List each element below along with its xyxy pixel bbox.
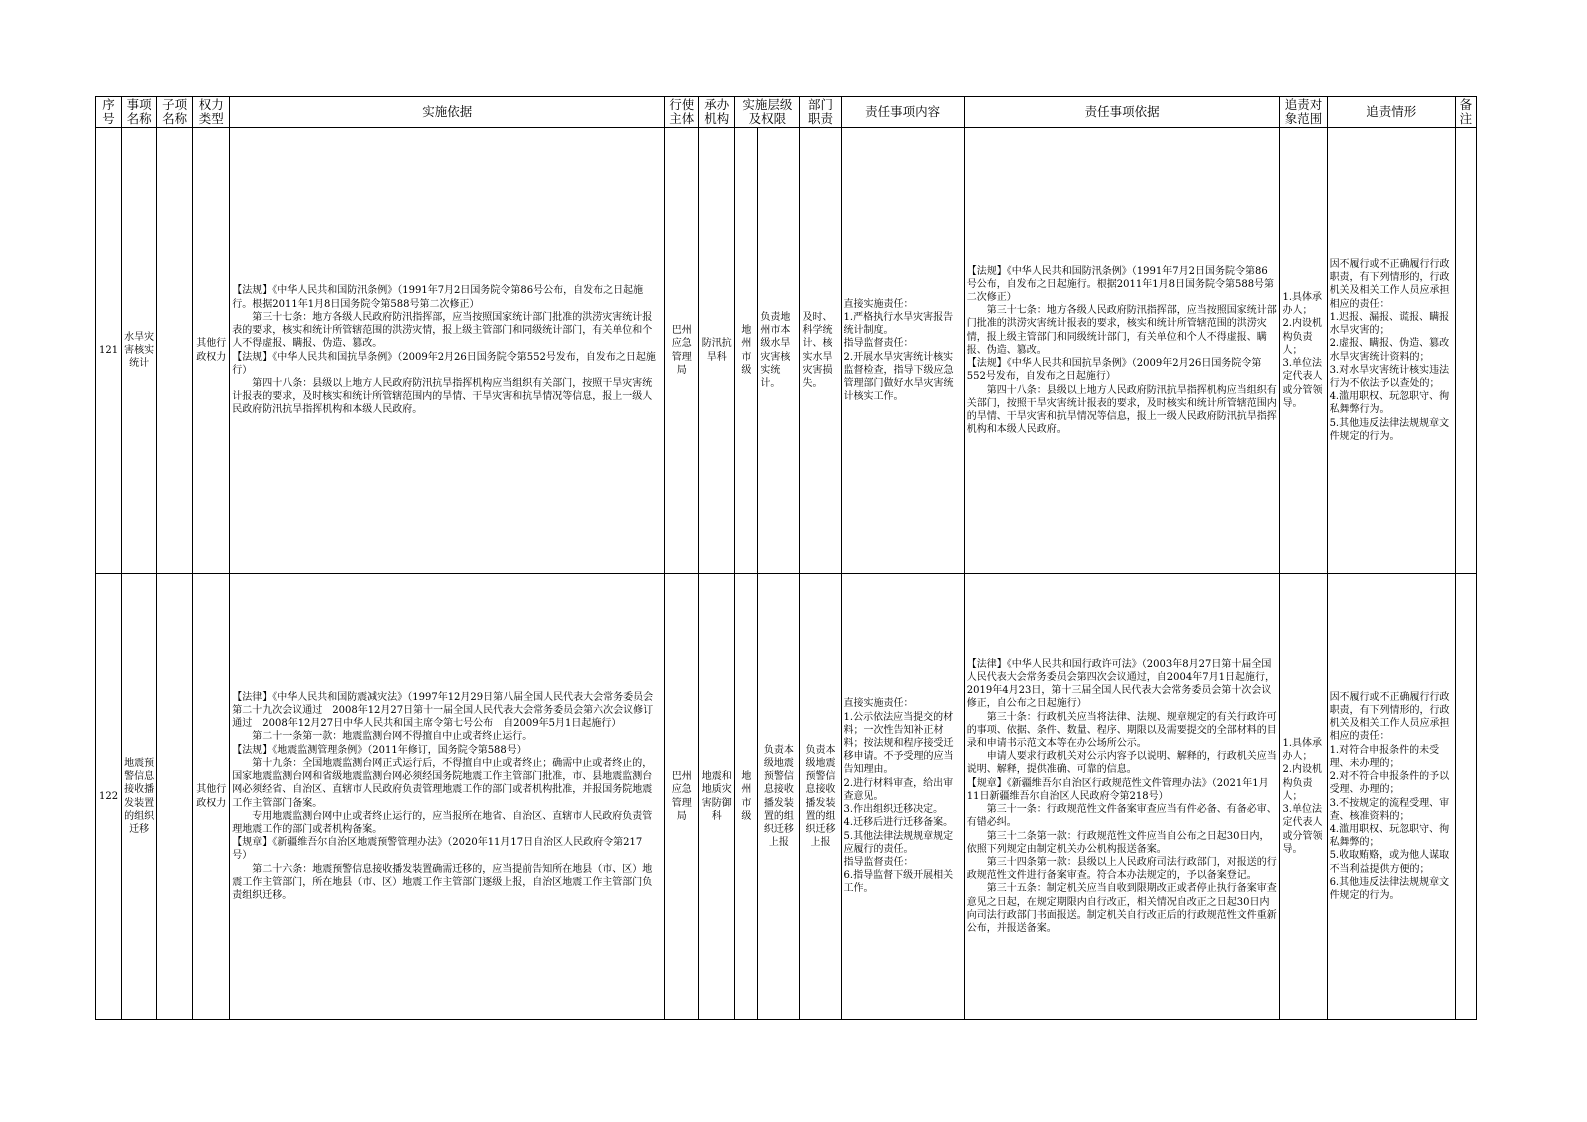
row-basis: 【法律】《中华人民共和国防震减灾法》（1997年12月29日第八届全国人民代表大会常务委员会第二十九次会议通过 2008年12月27日第十一届全国人民代表大会常务委员会第六次会议修订通过 2008年12月27日中华人民共和国主席令第七号公布 自2009年5月1日起施行） 第二十一条第一款：地震监测台网不得擅自中止或者终止运行。 【法规】《地震监测管理条例》（2011年修订，国务院令第588号） 第十九条：全国地震监测台网正式运行后，不得擅自中止或者终止；确需中止或者终止的，国家地震监测台网和省级地震监测台网必须经国务院地震工作主管部门批准，市、县地震监测台网必须经省、自治区、直辖市人民政府负责管理地震工作的部门或者机构批准，并报国务院地震工作主管部门备案。 专用地震监测台网中止或者终止运行的，应当报所在地省、自治区、直辖市人民政府负责管理地震工作的部门或者机构备案。 【规章】《新疆维吾尔自治区地震预警管理办法》（2020年11月17日自治区人民政府令第217号） 第二十六条：地震预警信息接收播发装置确需迁移的，应当提前告知所在地县（市、区）地震工作主管部门，所在地县（市、区）地震工作主管部门逐级上报，自治区地震工作主管部门负责组织迁移。 <box>230 574 665 1020</box>
row-sub-name <box>157 128 193 574</box>
row-scope: 1.具体承办人； 2.内设机构负责人； 3.单位法定代表人或分管领导。 <box>1280 574 1327 1020</box>
row-level-desc: 负责地州市本级水旱灾害核实统计。 <box>758 128 800 574</box>
row-resp-basis: 【法规】《中华人民共和国防汛条例》（1991年7月2日国务院令第86号公布，自发布之日起施行。根据2011年1月8日国务院令第588号第二次修正） 第三十七条：地方各级人民政府防汛指挥部，应当按照国家统计部门批准的洪涝灾害统计报表的要求，核实和统计所管辖范围的洪涝灾情，报上级主管部门和同级统计部门，有关单位和个人不得虚报、瞒报、伪造、篡改。 【法规】《中华人民共和国抗旱条例》（2009年2月26日国务院令第552号发布，自发布之日起施行） 第四十八条：县级以上地方人民政府防汛抗旱指挥机构应当组织有关部门，按照干旱灾害统计报表的要求，及时核实和统计所管辖范围内的旱情、干旱灾害和抗旱情况等信息，报上一级人民政府防汛抗旱指挥机构和本级人民政府。 <box>964 128 1280 574</box>
row-subject: 巴州应急管理局 <box>665 128 699 574</box>
row-basis: 【法规】《中华人民共和国防汛条例》（1991年7月2日国务院令第86号公布，自发布之日起施行。根据2011年1月8日国务院令第588号第二次修正） 第三十七条：地方各级人民政府防汛指挥部，应当按照国家统计部门批准的洪涝灾害统计报表的要求，核实和统计所管辖范围的洪涝灾情，报上级主管部门和同级统计部门，有关单位和个人不得虚报、瞒报、伪造、篡改。 【法规】《中华人民共和国抗旱条例》（2009年2月26日国务院令第552号发布，自发布之日起施行） 第四十八条：县级以上地方人民政府防汛抗旱指挥机构应当组织有关部门，按照干旱灾害统计报表的要求，及时核实和统计所管辖范围内的旱情、干旱灾害和抗旱情况等信息，报上一级人民政府防汛抗旱指挥机构和本级人民政府。 <box>230 128 665 574</box>
row-item-name: 地震预警信息接收播发装置的组织迁移 <box>122 574 157 1020</box>
row-resp-basis: 【法律】《中华人民共和国行政许可法》（2003年8月27日第十届全国人民代表大会常务委员会第四次会议通过，自2004年7月1日起施行，2019年4月23日，第十三届全国人民代表大会常务委员会第十次会议修正，自公布之日起施行） 第三十条：行政机关应当将法律、法规、规章规定的有关行政许可的事项、依据、条件、数量、程序、期限以及需要提交的全部材料的目录和申请书示范文本等在办公场所公示。 申请人要求行政机关对公示内容予以说明、解释的，行政机关应当说明、解释，提供准确、可靠的信息。 【规章】《新疆维吾尔自治区行政规范性文件管理办法》（2021年1月11日新疆维吾尔自治区人民政府令第218号） 第三十一条：行政规范性文件备案审查应当有件必备、有备必审、有错必纠。 第三十二条第一款：行政规范性文件应当自公布之日起30日内，依照下列规定由制定机关办公机构报送备案。 第三十四条第一款：县级以上人民政府司法行政部门，对报送的行政规范性文件进行备案审查。符合本办法规定的，予以备案登记。 第三十五条：制定机关应当自收到限期改正或者停止执行备案审查意见之日起，在规定期限内自行改正，相关情况自改正之日起30日内向司法行政部门书面报送。制定机关自行改正后的行政规范性文件重新公布，并报送备案。 <box>964 574 1280 1020</box>
row-scope: 1.具体承办人； 2.内设机构负责人； 3.单位法定代表人或分管领导。 <box>1280 128 1327 574</box>
row-situation: 因不履行或不正确履行行政职责，有下列情形的，行政机关及相关工作人员应承担相应的责任： 1.迟报、漏报、谎报、瞒报水旱灾害的； 2.虚报、瞒报、伪造、篡改水旱灾害统计资料的； 3.对水旱灾害统计核实违法行为不依法予以查处的； 4.滥用职权、玩忽职守、徇私舞弊行为。 5.其他违反法律法规规章文件规定的行为。 <box>1327 128 1455 574</box>
row-situation: 因不履行或不正确履行行政职责，有下列情形的，行政机关及相关工作人员应承担相应的责任： 1.对符合申报条件的未受理、未办理的； 2.对不符合申报条件的予以受理、办理的； 3.不按规定的流程受理、审查、核准资料的； 4.滥用职权、玩忽职守、徇私舞弊的； 5.收取贿赂，或为他人谋取不当利益提供方便的； 6.其他违反法律法规规章文件规定的行为。 <box>1327 574 1455 1020</box>
header-level: 实施层级及权限 <box>735 97 800 128</box>
row-item-name: 水旱灾害核实统计 <box>122 128 157 574</box>
row-remark <box>1455 574 1476 1020</box>
row-org: 地震和地质灾害防御科 <box>699 574 735 1020</box>
header-row <box>96 97 1477 128</box>
header-dept-duty: 部门职责 <box>800 97 841 128</box>
row-org: 防汛抗旱科 <box>699 128 735 574</box>
row-sub-name <box>157 574 193 1020</box>
power-list-table <box>95 96 1477 1020</box>
row-level: 地州市级 <box>735 574 758 1020</box>
row-dept-duty: 及时、科学统计、核实水旱灾害损失。 <box>800 128 841 574</box>
header-basis: 实施依据 <box>230 97 665 128</box>
header-sub-name: 子项名称 <box>157 97 193 128</box>
row-level-desc: 负责本级地震预警信息接收播发装置的组织迁移上报 <box>758 574 800 1020</box>
row-remark <box>1455 128 1476 574</box>
header-subject: 行使主体 <box>665 97 699 128</box>
header-remark: 备注 <box>1455 97 1476 128</box>
header-org: 承办机构 <box>699 97 735 128</box>
header-seq: 序号 <box>96 97 122 128</box>
table-row <box>96 574 1477 1020</box>
header-power-type: 权力类型 <box>193 97 230 128</box>
row-resp-content: 直接实施责任： 1.公示依法应当提交的材料；一次性告知补正材料；按法规和程序接受迁移申请。不予受理的应当告知理由。 2.进行材料审查，给出审查意见。 3.作出组织迁移决定。 4.迁移后进行迁移备案。 5.其他法律法规规章规定应履行的责任。 指导监督责任： 6.指导监督下级开展相关工作。 <box>841 574 964 1020</box>
row-resp-content: 直接实施责任： 1.严格执行水旱灾害报告统计制度。 指导监督责任： 2.开展水旱灾害统计核实监督检查，指导下级应急管理部门做好水旱灾害统计核实工作。 <box>841 128 964 574</box>
row-dept-duty: 负责本级地震预警信息接收播发装置的组织迁移上报 <box>800 574 841 1020</box>
header-resp-content: 责任事项内容 <box>841 97 964 128</box>
row-power-type: 其他行政权力 <box>193 128 230 574</box>
header-item-name: 事项名称 <box>122 97 157 128</box>
table-row <box>96 128 1477 574</box>
row-seq: 121 <box>96 128 122 574</box>
header-resp-basis: 责任事项依据 <box>964 97 1280 128</box>
row-power-type: 其他行政权力 <box>193 574 230 1020</box>
row-level: 地州市级 <box>735 128 758 574</box>
header-situation: 追责情形 <box>1327 97 1455 128</box>
row-seq: 122 <box>96 574 122 1020</box>
row-subject: 巴州应急管理局 <box>665 574 699 1020</box>
header-scope: 追责对象范围 <box>1280 97 1327 128</box>
